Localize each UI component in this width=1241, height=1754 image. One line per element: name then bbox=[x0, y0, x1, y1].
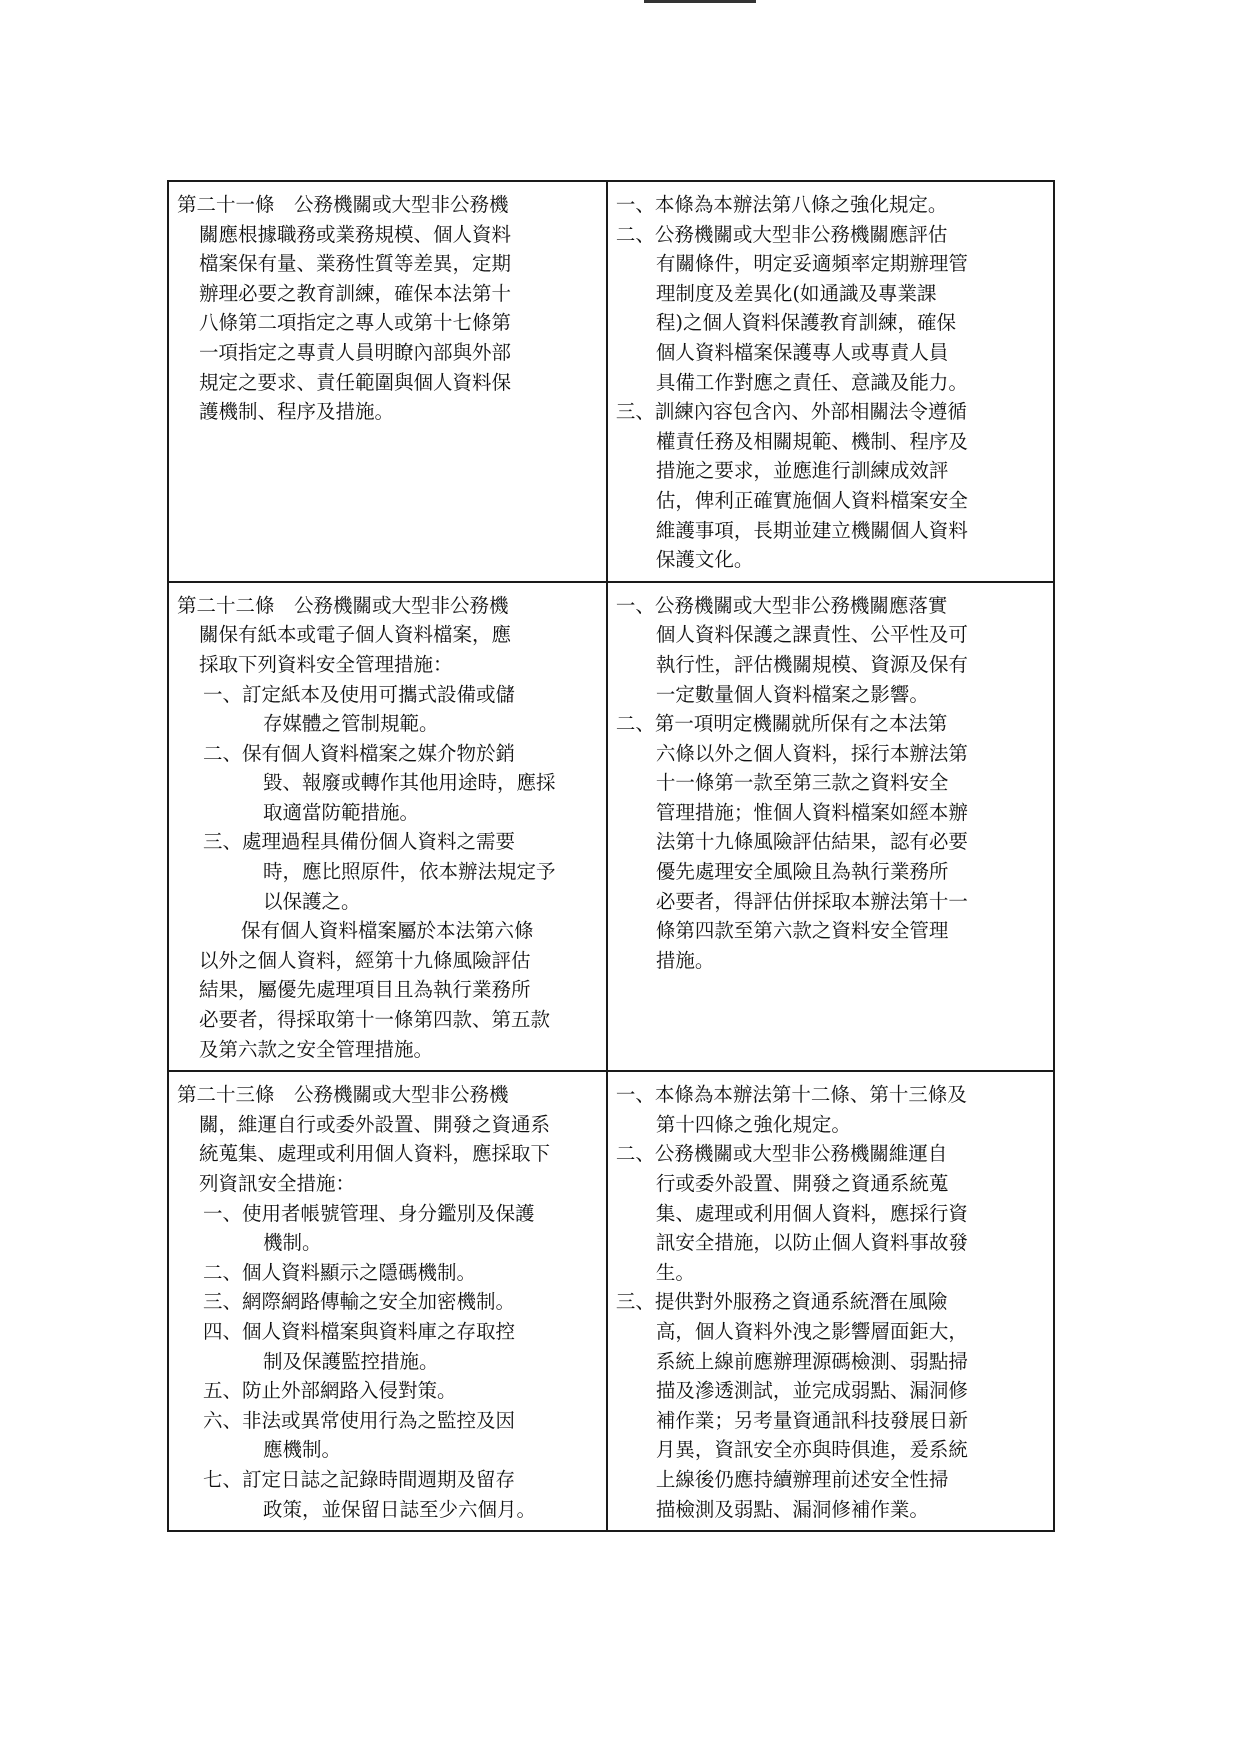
article-line: 取適當防範措施。 bbox=[263, 800, 420, 824]
article-line: 檔案保有量、業務性質等差異，定期 bbox=[199, 252, 512, 276]
explanation-line: 有關條件，明定妥適頻率定期辦理管 bbox=[655, 252, 968, 276]
article-row bbox=[168, 181, 1054, 582]
explanation-line: 二、公務機關或大型非公務機關應評估 bbox=[615, 222, 948, 246]
explanation-line: 一、本條為本辦法第十二條、第十三條及 bbox=[615, 1083, 967, 1107]
explanation-cell bbox=[607, 1071, 1054, 1531]
article-line: 及第六款之安全管理措施。 bbox=[199, 1037, 434, 1061]
explanation-line: 生。 bbox=[655, 1260, 695, 1284]
article-line: 五、防止外部網路入侵對策。 bbox=[203, 1379, 457, 1403]
article-text-cell bbox=[168, 1071, 607, 1531]
article-line: 時，應比照原件，依本辦法規定予 bbox=[263, 860, 556, 884]
explanation-line: 十一條第一款至第三款之資料安全 bbox=[655, 771, 949, 795]
explanation-line: 描及滲透測試，並完成弱點、漏洞修 bbox=[655, 1379, 968, 1403]
explanation-line: 一、公務機關或大型非公務機關應落實 bbox=[615, 593, 948, 617]
explanation-line: 維護事項，長期並建立機關個人資料 bbox=[655, 518, 968, 542]
article-line: 關保有紙本或電子個人資料檔案，應 bbox=[199, 623, 512, 647]
explanation-line: 訊安全措施，以防止個人資料事故發 bbox=[655, 1231, 968, 1255]
article-line: 三、網際網路傳輸之安全加密機制。 bbox=[203, 1290, 516, 1314]
article-line: 以外之個人資料，經第十九條風險評估 bbox=[199, 948, 531, 972]
article-line: 辦理必要之教育訓練，確保本法第十 bbox=[199, 281, 512, 305]
explanation-line: 優先處理安全風險且為執行業務所 bbox=[655, 860, 949, 884]
explanation-line: 第十四條之強化規定。 bbox=[655, 1112, 851, 1136]
article-line: 採取下列資料安全管理措施： bbox=[199, 652, 453, 676]
article-line: 政策，並保留日誌至少六個月。 bbox=[263, 1497, 537, 1521]
explanation-line: 描檢測及弱點、漏洞修補作業。 bbox=[655, 1497, 929, 1521]
article-row bbox=[168, 582, 1054, 1072]
article-line: 列資訊安全措施： bbox=[199, 1172, 356, 1195]
regulation-comparison-table bbox=[167, 180, 1055, 1532]
article-line: 二、個人資料顯示之隱碼機制。 bbox=[203, 1260, 477, 1284]
article-text-cell bbox=[168, 582, 607, 1072]
explanation-line: 管理措施；惟個人資料檔案如經本辦 bbox=[655, 800, 968, 824]
explanation-line: 系統上線前應辦理源碼檢測、弱點掃 bbox=[655, 1349, 968, 1373]
explanation-line: 二、第一項明定機關就所保有之本法第 bbox=[615, 712, 948, 736]
explanation-line: 一定數量個人資料檔案之影響。 bbox=[655, 682, 929, 706]
explanation-line: 集、處理或利用個人資料，應採行資 bbox=[655, 1201, 968, 1225]
explanation-line: 二、公務機關或大型非公務機關維運自 bbox=[615, 1142, 948, 1166]
article-line: 第二十二條 公務機關或大型非公務機 bbox=[177, 593, 509, 617]
explanation-line: 程)之個人資料保護教育訓練，確保 bbox=[655, 311, 957, 335]
explanation-line: 上線後仍應持續辦理前述安全性掃 bbox=[655, 1467, 949, 1491]
article-line: 八條第二項指定之專人或第十七條第 bbox=[199, 311, 512, 335]
explanation-line: 月異，資訊安全亦與時俱進，爰系統 bbox=[655, 1438, 968, 1462]
table-body bbox=[168, 181, 1054, 1531]
article-line: 第二十三條 公務機關或大型非公務機 bbox=[177, 1083, 509, 1107]
explanation-cell bbox=[607, 582, 1054, 1072]
explanation-line: 行或委外設置、開發之資通系統蒐 bbox=[655, 1172, 949, 1195]
explanation-cell bbox=[607, 181, 1054, 582]
article-line: 規定之要求、責任範圍與個人資料保 bbox=[199, 370, 512, 394]
article-line: 護機制、程序及措施。 bbox=[199, 400, 395, 424]
explanation-line: 個人資料檔案保護專人或專責人員 bbox=[655, 340, 949, 364]
article-line: 七、訂定日誌之記錄時間週期及留存 bbox=[203, 1467, 516, 1491]
explanation-line: 一、本條為本辦法第八條之強化規定。 bbox=[615, 193, 948, 216]
article-line: 第二十一條 公務機關或大型非公務機 bbox=[177, 193, 509, 216]
top-scan-mark bbox=[644, 0, 756, 3]
article-line: 保有個人資料檔案屬於本法第六條 bbox=[241, 919, 534, 943]
article-line: 必要者，得採取第十一條第四款、第五款 bbox=[199, 1008, 551, 1032]
explanation-line: 措施之要求，並應進行訓練成效評 bbox=[655, 459, 949, 483]
article-line: 存媒體之管制規範。 bbox=[263, 712, 439, 736]
article-line: 三、處理過程具備份個人資料之需要 bbox=[203, 830, 516, 854]
article-row bbox=[168, 1071, 1054, 1531]
explanation-line: 六條以外之個人資料，採行本辦法第 bbox=[655, 741, 968, 765]
explanation-line: 理制度及差異化(如通識及專業課 bbox=[655, 281, 937, 305]
explanation-line: 措施。 bbox=[655, 948, 715, 972]
explanation-line: 執行性，評估機關規模、資源及保有 bbox=[655, 652, 968, 676]
explanation-line: 條第四款至第六款之資料安全管理 bbox=[655, 919, 949, 943]
article-line: 統蒐集、處理或利用個人資料，應採取下 bbox=[199, 1142, 551, 1166]
explanation-line: 三、提供對外服務之資通系統潛在風險 bbox=[615, 1290, 948, 1314]
article-text-cell bbox=[168, 181, 607, 582]
explanation-line: 必要者，得評估併採取本辦法第十一 bbox=[655, 889, 968, 913]
explanation-line: 高，個人資料外洩之影響層面鉅大， bbox=[655, 1319, 968, 1343]
explanation-line: 保護文化。 bbox=[655, 548, 754, 572]
article-line: 六、非法或異常使用行為之監控及因 bbox=[203, 1408, 516, 1432]
article-line: 一項指定之專責人員明瞭內部與外部 bbox=[199, 340, 512, 364]
article-line: 機制。 bbox=[263, 1231, 322, 1255]
explanation-line: 三、訓練內容包含內、外部相關法令遵循 bbox=[615, 400, 967, 424]
article-line: 應機制。 bbox=[263, 1438, 342, 1462]
article-line: 關，維運自行或委外設置、開發之資通系 bbox=[199, 1112, 551, 1136]
article-line: 以保護之。 bbox=[263, 889, 361, 913]
article-line: 關應根據職務或業務規模、個人資料 bbox=[199, 222, 512, 246]
article-line: 二、保有個人資料檔案之媒介物於銷 bbox=[203, 741, 516, 765]
article-line: 一、訂定紙本及使用可攜式設備或儲 bbox=[203, 682, 516, 706]
explanation-line: 補作業；另考量資通訊科技發展日新 bbox=[655, 1408, 968, 1432]
explanation-line: 具備工作對應之責任、意識及能力。 bbox=[655, 370, 968, 394]
explanation-line: 權責任務及相關規範、機制、程序及 bbox=[655, 429, 968, 453]
explanation-line: 法第十九條風險評估結果，認有必要 bbox=[655, 830, 968, 854]
article-line: 結果，屬優先處理項目且為執行業務所 bbox=[199, 978, 531, 1002]
explanation-line: 估，俾利正確實施個人資料檔案安全 bbox=[655, 488, 968, 512]
article-line: 制及保護監控措施。 bbox=[263, 1349, 439, 1373]
explanation-line: 個人資料保護之課責性、公平性及可 bbox=[655, 623, 968, 647]
article-line: 一、使用者帳號管理、身分鑑別及保護 bbox=[203, 1201, 535, 1225]
article-line: 毀、報廢或轉作其他用途時，應採 bbox=[263, 771, 556, 795]
article-line: 四、個人資料檔案與資料庫之存取控 bbox=[203, 1319, 516, 1343]
